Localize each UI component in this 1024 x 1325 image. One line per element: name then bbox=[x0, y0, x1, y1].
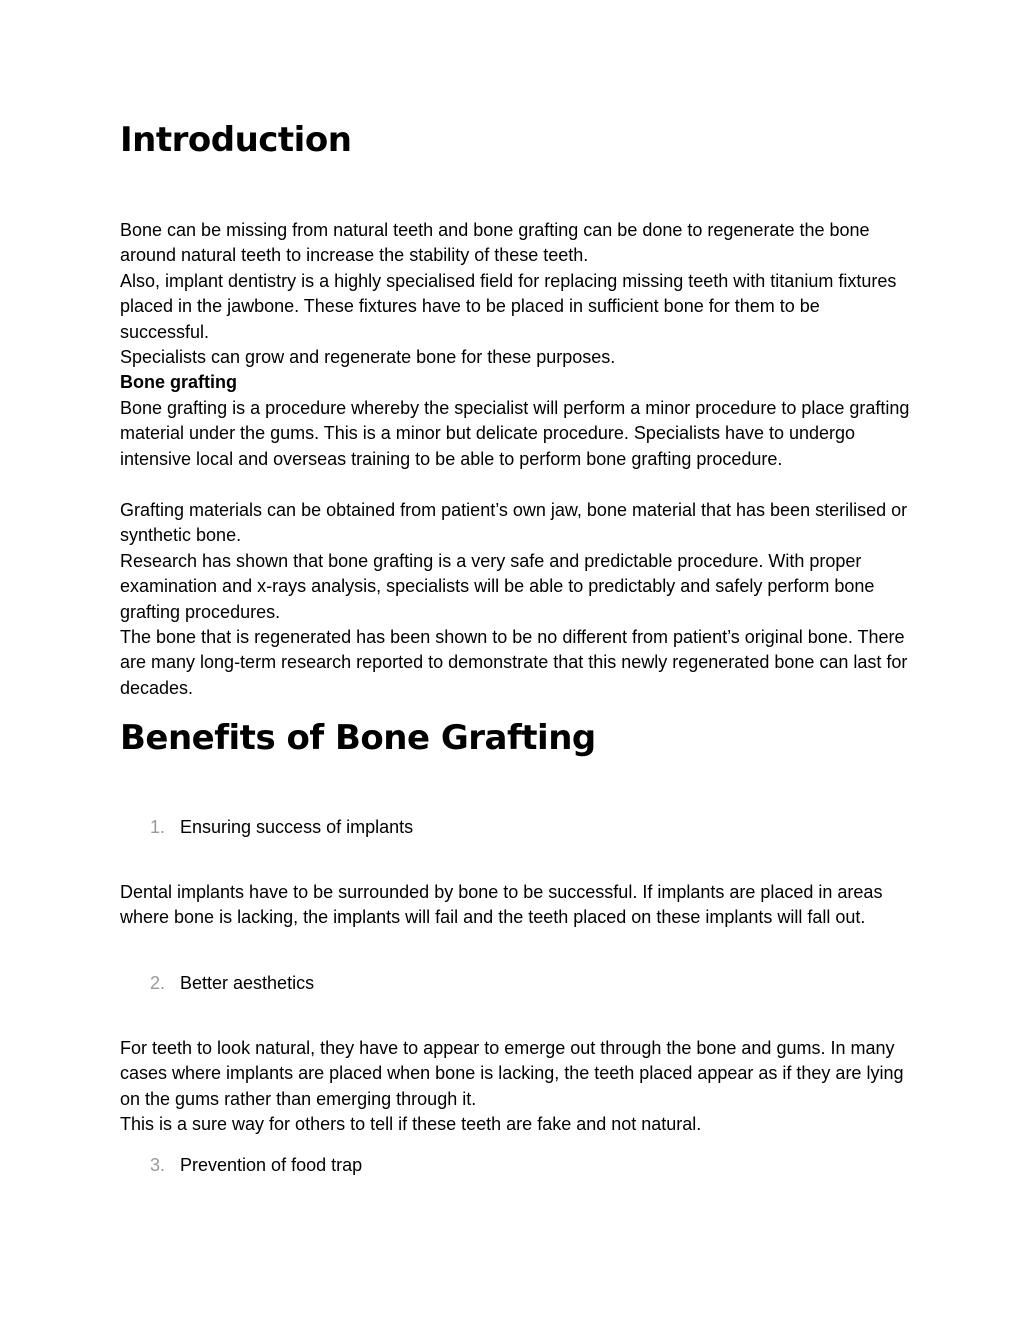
bone-grafting-subheading bbox=[120, 370, 910, 395]
bone-grafting-paragraph: Research has shown that bone grafting is a very safe and predictable procedure. With proper examination and x-rays analysis, specialists will be able to predictably and safely perform bone grafting procedures. bbox=[120, 551, 875, 622]
list-number: 3. bbox=[150, 1155, 166, 1175]
intro-paragraph: Bone can be missing from natural teeth and bone grafting can be done to regenerate the bone around natural teeth to increase the stability of these teeth. bbox=[120, 220, 870, 266]
introduction-heading: Introduction bbox=[120, 120, 352, 160]
bone-grafting-paragraph: Bone grafting is a procedure whereby the specialist will perform a minor procedure to place grafting material under the gums. This is a minor but delicate procedure. Specialists have to undergo intensive local and overseas training to be able to perform bone grafting procedure. bbox=[120, 398, 910, 469]
intro-paragraph: Also, implant dentistry is a highly specialised field for replacing missing teeth with titanium fixtures placed in the jawbone. These fixtures have to be placed in sufficient bone for them to be successful. bbox=[120, 271, 897, 342]
list-number: 2. bbox=[150, 973, 166, 993]
benefits-heading: Benefits of Bone Grafting bbox=[120, 718, 596, 758]
bone-grafting-paragraph: Grafting materials can be obtained from patient’s own jaw, bone material that has been sterilised or synthetic bone. bbox=[120, 500, 908, 546]
benefit-item-1 bbox=[150, 815, 413, 840]
benefit-title: Prevention of food trap bbox=[180, 1155, 363, 1175]
benefit-paragraph: This is a sure way for others to tell if these teeth are fake and not natural. bbox=[120, 1114, 702, 1134]
bone-grafting-subheading-text: Bone grafting bbox=[120, 372, 237, 392]
benefit-title: Ensuring success of implants bbox=[180, 817, 414, 837]
benefit-title: Better aesthetics bbox=[180, 973, 315, 993]
intro-paragraph: Specialists can grow and regenerate bone for these purposes. bbox=[120, 347, 616, 367]
benefit-item-2 bbox=[150, 971, 314, 996]
list-number: 1. bbox=[150, 817, 166, 837]
benefit-paragraph: For teeth to look natural, they have to appear to emerge out through the bone and gums. In many cases where implants are placed when bone is lacking, the teeth placed appear as if they are lying on the gums rather than emerging through it. bbox=[120, 1038, 904, 1109]
benefit-item-3 bbox=[150, 1153, 362, 1178]
benefit-paragraph: Dental implants have to be surrounded by bone to be successful. If implants are placed in areas where bone is lacking, the implants will fail and the teeth placed on these implants will fall out. bbox=[120, 882, 883, 928]
bone-grafting-paragraph: The bone that is regenerated has been shown to be no different from patient’s original bone. There are many long-term research reported to demonstrate that this newly regenerated bone can last for decades. bbox=[120, 627, 908, 698]
